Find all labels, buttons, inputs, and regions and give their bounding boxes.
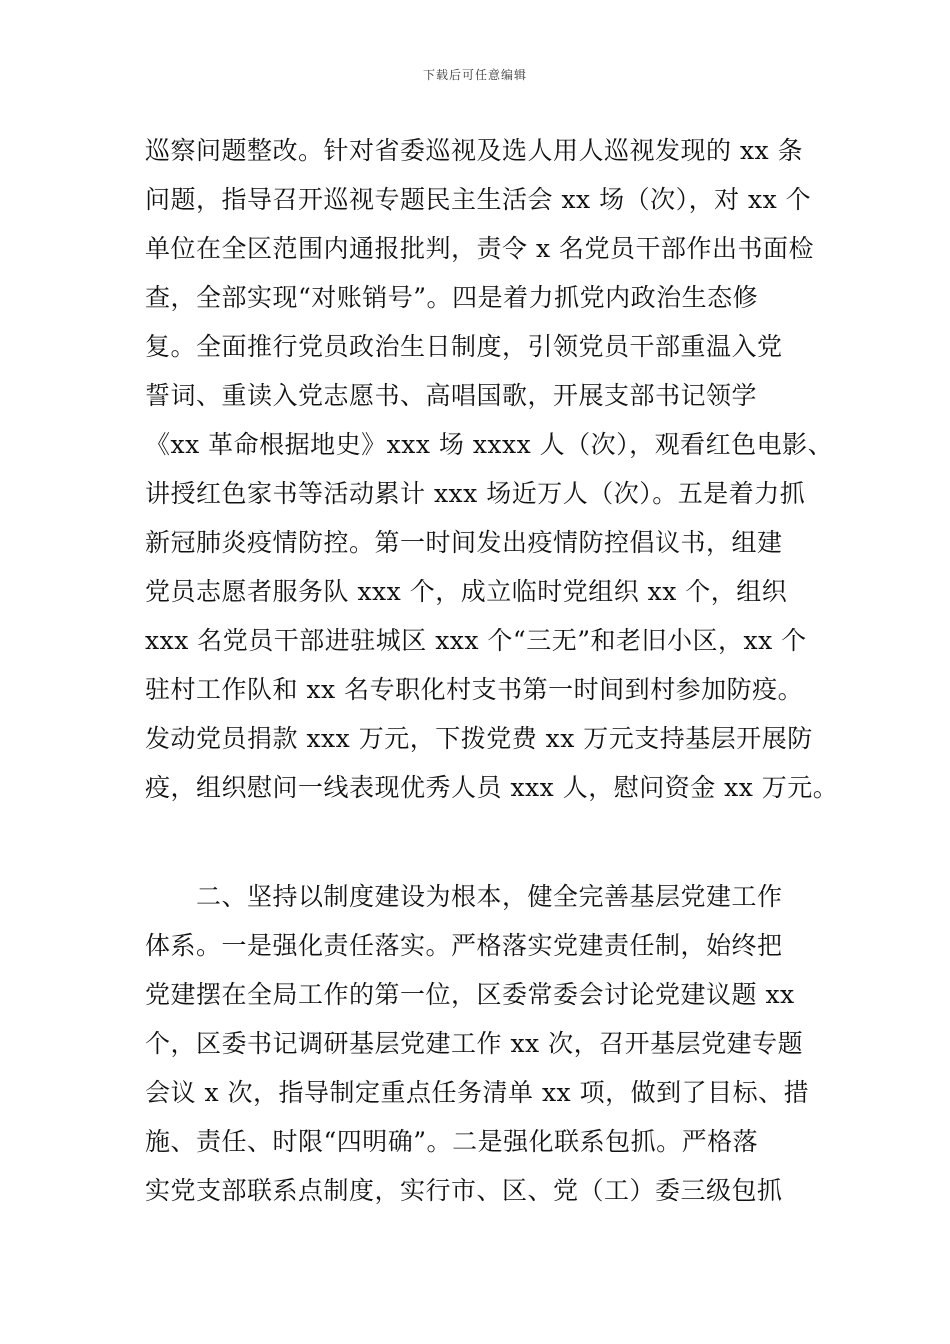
text-line: xxx 名党员干部进驻城区 xxx 个“三无”和老旧小区，xx 个 <box>145 626 807 655</box>
text-line: 查，全部实现“对账销号”。四是着力抓党内政治生态修 <box>145 283 759 312</box>
text-line: 《xx 革命根据地史》xxx 场 xxxx 人（次），观看红色电影、 <box>145 430 834 459</box>
body-paragraph-2 <box>145 872 835 1215</box>
text-line: 施、责任、时限“四明确”。二是强化联系包抓。严格落 <box>145 1127 759 1156</box>
text-line: 复。全面推行党员政治生日制度，引领党员干部重温入党 <box>145 332 783 361</box>
page-header: 下载后可任意编辑 <box>422 68 527 82</box>
text-line: 新冠肺炎疫情防控。第一时间发出疫情防控倡议书，组建 <box>145 528 783 557</box>
text-line: 讲授红色家书等活动累计 xxx 场近万人（次）。五是着力抓 <box>145 479 806 508</box>
text-line: 巡察问题整改。针对省委巡视及选人用人巡视发现的 xx 条 <box>145 136 804 165</box>
text-line: 党建摆在全局工作的第一位，区委常委会讨论党建议题 xx <box>145 980 795 1009</box>
text-line: 发动党员捐款 xxx 万元，下拨党费 xx 万元支持基层开展防 <box>145 724 813 753</box>
text-line: 疫，组织慰问一线表现优秀人员 xxx 人，慰问资金 xx 万元。 <box>145 773 839 802</box>
text-line: 个，区委书记调研基层党建工作 xx 次，召开基层党建专题 <box>145 1029 804 1058</box>
text-line: 体系。一是强化责任落实。严格落实党建责任制，始终把 <box>145 931 783 960</box>
text-line: 问题，指导召开巡视专题民主生活会 xx 场（次），对 xx 个 <box>145 185 812 214</box>
text-line: 二、坚持以制度建设为根本，健全完善基层党建工作 <box>145 882 783 911</box>
text-line: 誓词、重读入党志愿书、高唱国歌，开展支部书记领学 <box>145 381 758 410</box>
text-line: 党员志愿者服务队 xxx 个，成立临时党组织 xx 个，组织 <box>145 577 788 606</box>
body-paragraph-1 <box>145 126 839 812</box>
text-line: 实党支部联系点制度，实行市、区、党（工）委三级包抓 <box>145 1176 783 1205</box>
text-line: 单位在全区范围内通报批判，责令 x 名党员干部作出书面检 <box>145 234 814 263</box>
text-line: 驻村工作队和 xx 名专职化村支书第一时间到村参加防疫。 <box>145 675 804 704</box>
text-line: 会议 x 次，指导制定重点任务清单 xx 项，做到了目标、措 <box>145 1078 810 1107</box>
